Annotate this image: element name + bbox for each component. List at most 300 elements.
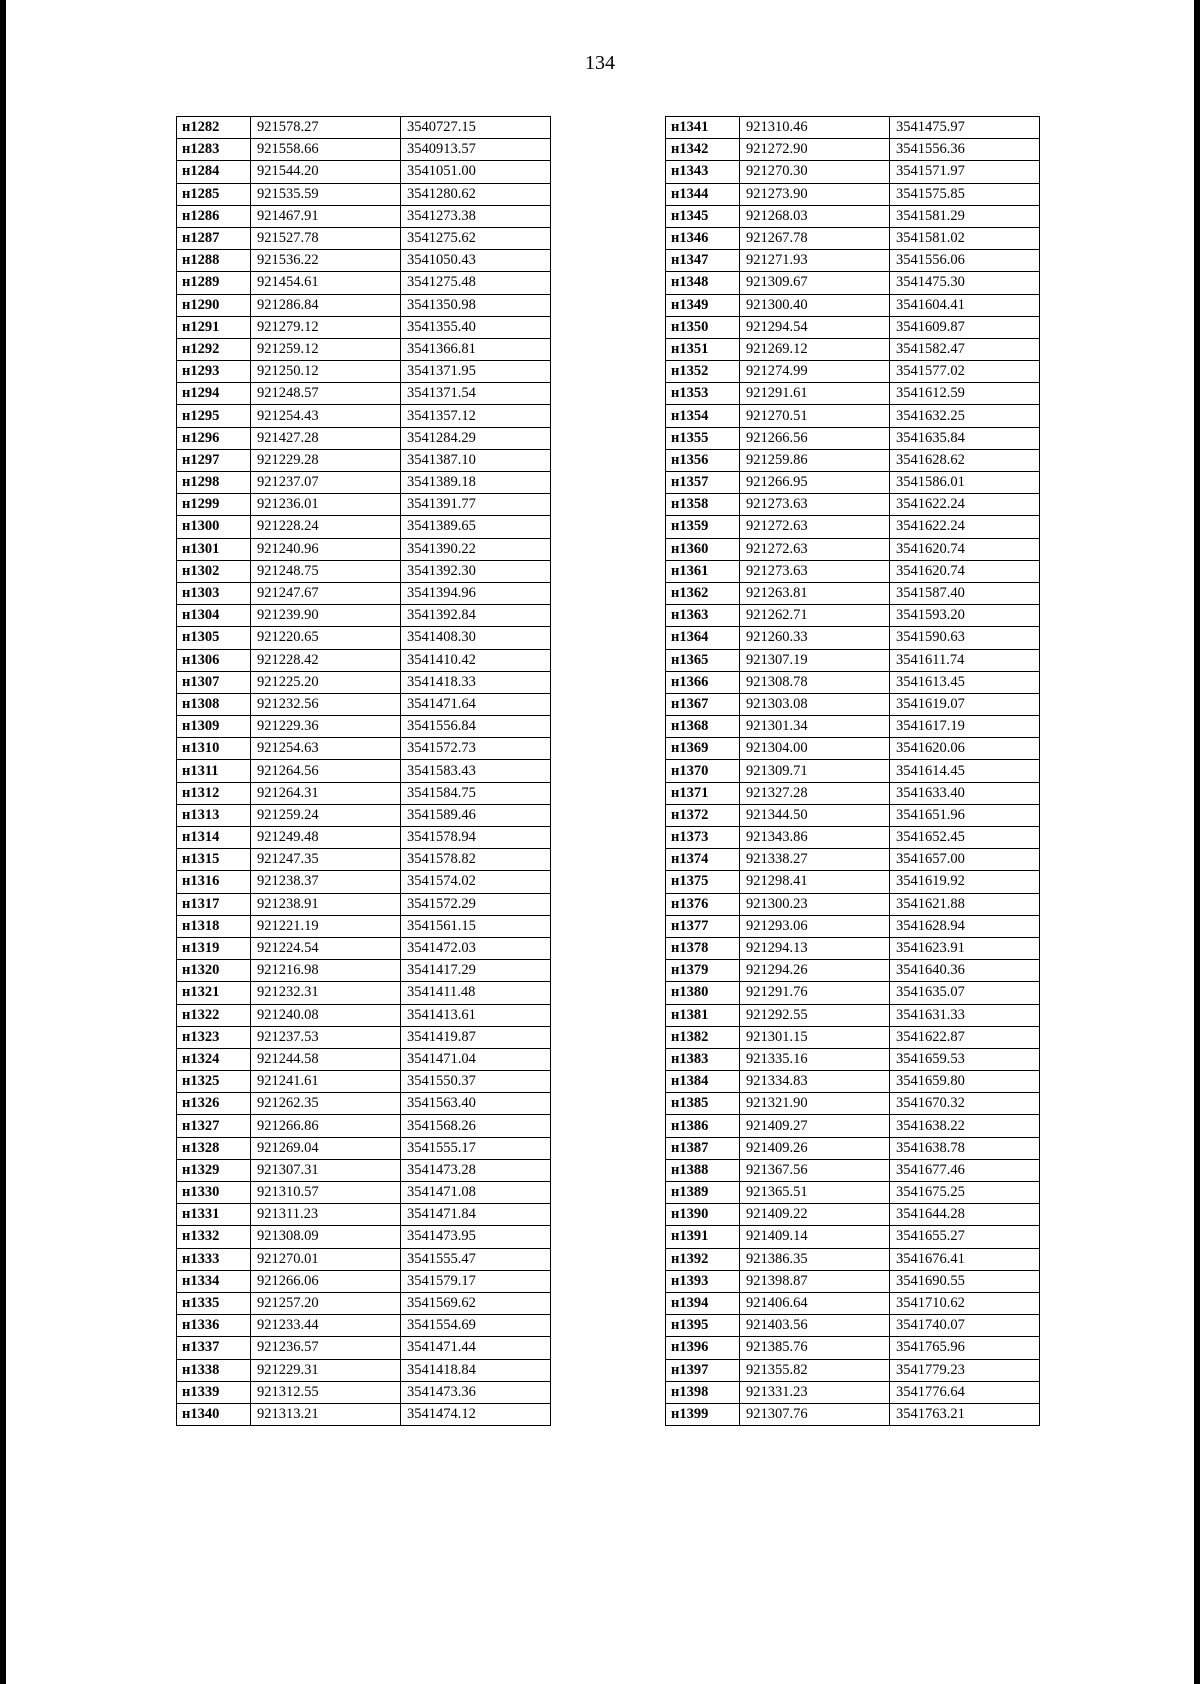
table-row xyxy=(177,627,551,649)
y-coordinate-cell: 3541763.21 xyxy=(890,1403,1040,1425)
y-coordinate-cell: 3541471.44 xyxy=(401,1337,551,1359)
point-id-cell: н1365 xyxy=(666,649,740,671)
table-row xyxy=(666,1137,1040,1159)
table-row xyxy=(177,1381,551,1403)
point-id-cell: н1342 xyxy=(666,139,740,161)
x-coordinate-cell: 921216.98 xyxy=(251,960,401,982)
point-id-cell: н1326 xyxy=(177,1093,251,1115)
point-id-cell: н1298 xyxy=(177,472,251,494)
x-coordinate-cell: 921578.27 xyxy=(251,117,401,139)
point-id-cell: н1332 xyxy=(177,1226,251,1248)
table-row xyxy=(666,427,1040,449)
x-coordinate-cell: 921240.96 xyxy=(251,538,401,560)
x-coordinate-cell: 921365.51 xyxy=(740,1182,890,1204)
table-row xyxy=(177,405,551,427)
x-coordinate-cell: 921257.20 xyxy=(251,1292,401,1314)
x-coordinate-cell: 921268.03 xyxy=(740,205,890,227)
table-row xyxy=(666,804,1040,826)
table-row xyxy=(666,294,1040,316)
x-coordinate-cell: 921262.71 xyxy=(740,605,890,627)
point-id-cell: н1358 xyxy=(666,494,740,516)
table-row xyxy=(666,1093,1040,1115)
table-row xyxy=(666,272,1040,294)
y-coordinate-cell: 3541556.84 xyxy=(401,716,551,738)
y-coordinate-cell: 3541623.91 xyxy=(890,937,1040,959)
x-coordinate-cell: 921310.57 xyxy=(251,1182,401,1204)
point-id-cell: н1355 xyxy=(666,427,740,449)
x-coordinate-cell: 921327.28 xyxy=(740,782,890,804)
table-row xyxy=(666,649,1040,671)
table-row xyxy=(177,760,551,782)
x-coordinate-cell: 921321.90 xyxy=(740,1093,890,1115)
x-coordinate-cell: 921264.56 xyxy=(251,760,401,782)
y-coordinate-cell: 3541611.74 xyxy=(890,649,1040,671)
x-coordinate-cell: 921307.19 xyxy=(740,649,890,671)
x-coordinate-cell: 921386.35 xyxy=(740,1248,890,1270)
x-coordinate-cell: 921300.23 xyxy=(740,893,890,915)
table-row xyxy=(177,1315,551,1337)
table-row xyxy=(177,582,551,604)
point-id-cell: н1374 xyxy=(666,849,740,871)
y-coordinate-cell: 3541572.29 xyxy=(401,893,551,915)
x-coordinate-cell: 921403.56 xyxy=(740,1315,890,1337)
x-coordinate-cell: 921263.81 xyxy=(740,582,890,604)
x-coordinate-cell: 921312.55 xyxy=(251,1381,401,1403)
x-coordinate-cell: 921409.27 xyxy=(740,1115,890,1137)
table-row xyxy=(177,472,551,494)
y-coordinate-cell: 3541633.40 xyxy=(890,782,1040,804)
x-coordinate-cell: 921398.87 xyxy=(740,1270,890,1292)
point-id-cell: н1377 xyxy=(666,915,740,937)
y-coordinate-cell: 3541471.64 xyxy=(401,693,551,715)
x-coordinate-cell: 921238.91 xyxy=(251,893,401,915)
point-id-cell: н1285 xyxy=(177,183,251,205)
table-row xyxy=(177,272,551,294)
x-coordinate-cell: 921239.90 xyxy=(251,605,401,627)
table-row xyxy=(177,1137,551,1159)
point-id-cell: н1357 xyxy=(666,472,740,494)
x-coordinate-cell: 921250.12 xyxy=(251,361,401,383)
y-coordinate-cell: 3541710.62 xyxy=(890,1292,1040,1314)
x-coordinate-cell: 921220.65 xyxy=(251,627,401,649)
y-coordinate-cell: 3541555.17 xyxy=(401,1137,551,1159)
point-id-cell: н1324 xyxy=(177,1048,251,1070)
x-coordinate-cell: 921274.99 xyxy=(740,361,890,383)
x-coordinate-cell: 921270.01 xyxy=(251,1248,401,1270)
x-coordinate-cell: 921254.63 xyxy=(251,738,401,760)
scan-border-left xyxy=(0,0,6,1684)
table-row xyxy=(666,383,1040,405)
y-coordinate-cell: 3541473.36 xyxy=(401,1381,551,1403)
point-id-cell: н1310 xyxy=(177,738,251,760)
x-coordinate-cell: 921307.76 xyxy=(740,1403,890,1425)
point-id-cell: н1337 xyxy=(177,1337,251,1359)
y-coordinate-cell: 3541371.54 xyxy=(401,383,551,405)
table-row xyxy=(177,649,551,671)
point-id-cell: н1338 xyxy=(177,1359,251,1381)
scan-border-right xyxy=(1194,0,1200,1684)
table-row xyxy=(177,560,551,582)
table-row xyxy=(666,982,1040,1004)
y-coordinate-cell: 3541628.94 xyxy=(890,915,1040,937)
table-row xyxy=(666,1292,1040,1314)
y-coordinate-cell: 3541582.47 xyxy=(890,338,1040,360)
point-id-cell: н1319 xyxy=(177,937,251,959)
y-coordinate-cell: 3541051.00 xyxy=(401,161,551,183)
y-coordinate-cell: 3541620.74 xyxy=(890,560,1040,582)
x-coordinate-cell: 921292.55 xyxy=(740,1004,890,1026)
y-coordinate-cell: 3541392.30 xyxy=(401,560,551,582)
point-id-cell: н1346 xyxy=(666,227,740,249)
x-coordinate-cell: 921259.86 xyxy=(740,449,890,471)
point-id-cell: н1348 xyxy=(666,272,740,294)
x-coordinate-cell: 921355.82 xyxy=(740,1359,890,1381)
table-row xyxy=(666,760,1040,782)
x-coordinate-cell: 921338.27 xyxy=(740,849,890,871)
point-id-cell: н1307 xyxy=(177,671,251,693)
point-id-cell: н1373 xyxy=(666,827,740,849)
y-coordinate-cell: 3541655.27 xyxy=(890,1226,1040,1248)
y-coordinate-cell: 3541632.25 xyxy=(890,405,1040,427)
point-id-cell: н1293 xyxy=(177,361,251,383)
x-coordinate-cell: 921273.63 xyxy=(740,494,890,516)
y-coordinate-cell: 3541473.95 xyxy=(401,1226,551,1248)
y-coordinate-cell: 3541644.28 xyxy=(890,1204,1040,1226)
point-id-cell: н1390 xyxy=(666,1204,740,1226)
y-coordinate-cell: 3541628.62 xyxy=(890,449,1040,471)
y-coordinate-cell: 3541622.87 xyxy=(890,1026,1040,1048)
x-coordinate-cell: 921291.76 xyxy=(740,982,890,1004)
point-id-cell: н1370 xyxy=(666,760,740,782)
table-row xyxy=(177,1248,551,1270)
point-id-cell: н1329 xyxy=(177,1159,251,1181)
x-coordinate-cell: 921298.41 xyxy=(740,871,890,893)
x-coordinate-cell: 921293.06 xyxy=(740,915,890,937)
y-coordinate-cell: 3541475.30 xyxy=(890,272,1040,294)
x-coordinate-cell: 921558.66 xyxy=(251,139,401,161)
table-row xyxy=(666,1026,1040,1048)
table-row xyxy=(666,1004,1040,1026)
table-row xyxy=(666,1337,1040,1359)
point-id-cell: н1364 xyxy=(666,627,740,649)
y-coordinate-cell: 3541394.96 xyxy=(401,582,551,604)
point-id-cell: н1372 xyxy=(666,804,740,826)
x-coordinate-cell: 921334.83 xyxy=(740,1071,890,1093)
point-id-cell: н1325 xyxy=(177,1071,251,1093)
point-id-cell: н1306 xyxy=(177,649,251,671)
point-id-cell: н1362 xyxy=(666,582,740,604)
point-id-cell: н1391 xyxy=(666,1226,740,1248)
y-coordinate-cell: 3541586.01 xyxy=(890,472,1040,494)
point-id-cell: н1333 xyxy=(177,1248,251,1270)
y-coordinate-cell: 3541387.10 xyxy=(401,449,551,471)
table-row xyxy=(666,139,1040,161)
point-id-cell: н1371 xyxy=(666,782,740,804)
x-coordinate-cell: 921527.78 xyxy=(251,227,401,249)
table-row xyxy=(666,915,1040,937)
table-row xyxy=(177,361,551,383)
point-id-cell: н1399 xyxy=(666,1403,740,1425)
x-coordinate-cell: 921273.90 xyxy=(740,183,890,205)
table-row xyxy=(666,1403,1040,1425)
table-row xyxy=(666,582,1040,604)
x-coordinate-cell: 921224.54 xyxy=(251,937,401,959)
point-id-cell: н1286 xyxy=(177,205,251,227)
x-coordinate-cell: 921335.16 xyxy=(740,1048,890,1070)
point-id-cell: н1313 xyxy=(177,804,251,826)
y-coordinate-cell: 3541366.81 xyxy=(401,338,551,360)
table-row xyxy=(177,139,551,161)
point-id-cell: н1289 xyxy=(177,272,251,294)
point-id-cell: н1312 xyxy=(177,782,251,804)
point-id-cell: н1315 xyxy=(177,849,251,871)
point-id-cell: н1352 xyxy=(666,361,740,383)
table-row xyxy=(177,338,551,360)
x-coordinate-cell: 921536.22 xyxy=(251,250,401,272)
point-id-cell: н1386 xyxy=(666,1115,740,1137)
x-coordinate-cell: 921311.23 xyxy=(251,1204,401,1226)
x-coordinate-cell: 921232.56 xyxy=(251,693,401,715)
y-coordinate-cell: 3541581.02 xyxy=(890,227,1040,249)
y-coordinate-cell: 3541389.18 xyxy=(401,472,551,494)
y-coordinate-cell: 3541408.30 xyxy=(401,627,551,649)
y-coordinate-cell: 3541574.02 xyxy=(401,871,551,893)
table-row xyxy=(177,1359,551,1381)
y-coordinate-cell: 3541651.96 xyxy=(890,804,1040,826)
x-coordinate-cell: 921273.63 xyxy=(740,560,890,582)
x-coordinate-cell: 921286.84 xyxy=(251,294,401,316)
point-id-cell: н1303 xyxy=(177,582,251,604)
table-row xyxy=(666,494,1040,516)
table-row xyxy=(666,183,1040,205)
point-id-cell: н1388 xyxy=(666,1159,740,1181)
table-row xyxy=(666,605,1040,627)
point-id-cell: н1296 xyxy=(177,427,251,449)
x-coordinate-cell: 921269.04 xyxy=(251,1137,401,1159)
point-id-cell: н1367 xyxy=(666,693,740,715)
x-coordinate-cell: 921269.12 xyxy=(740,338,890,360)
table-row xyxy=(177,1093,551,1115)
point-id-cell: н1384 xyxy=(666,1071,740,1093)
point-id-cell: н1301 xyxy=(177,538,251,560)
table-row xyxy=(177,516,551,538)
y-coordinate-cell: 3541590.63 xyxy=(890,627,1040,649)
table-row xyxy=(177,1337,551,1359)
point-id-cell: н1344 xyxy=(666,183,740,205)
y-coordinate-cell: 3541635.84 xyxy=(890,427,1040,449)
table-row xyxy=(177,227,551,249)
y-coordinate-cell: 3541675.25 xyxy=(890,1182,1040,1204)
y-coordinate-cell: 3541776.64 xyxy=(890,1381,1040,1403)
table-row xyxy=(177,1048,551,1070)
point-id-cell: н1351 xyxy=(666,338,740,360)
point-id-cell: н1347 xyxy=(666,250,740,272)
table-row xyxy=(177,738,551,760)
y-coordinate-cell: 3541690.55 xyxy=(890,1270,1040,1292)
y-coordinate-cell: 3541275.62 xyxy=(401,227,551,249)
x-coordinate-cell: 921266.86 xyxy=(251,1115,401,1137)
x-coordinate-cell: 921313.21 xyxy=(251,1403,401,1425)
y-coordinate-cell: 3541050.43 xyxy=(401,250,551,272)
x-coordinate-cell: 921270.30 xyxy=(740,161,890,183)
point-id-cell: н1300 xyxy=(177,516,251,538)
y-coordinate-cell: 3541584.75 xyxy=(401,782,551,804)
x-coordinate-cell: 921303.08 xyxy=(740,693,890,715)
table-row xyxy=(666,1381,1040,1403)
point-id-cell: н1317 xyxy=(177,893,251,915)
x-coordinate-cell: 921385.76 xyxy=(740,1337,890,1359)
y-coordinate-cell: 3541617.19 xyxy=(890,716,1040,738)
x-coordinate-cell: 921272.90 xyxy=(740,139,890,161)
table-row xyxy=(177,1071,551,1093)
x-coordinate-cell: 921248.75 xyxy=(251,560,401,582)
x-coordinate-cell: 921225.20 xyxy=(251,671,401,693)
y-coordinate-cell: 3541357.12 xyxy=(401,405,551,427)
table-row xyxy=(177,849,551,871)
x-coordinate-cell: 921237.07 xyxy=(251,472,401,494)
x-coordinate-cell: 921454.61 xyxy=(251,272,401,294)
point-id-cell: н1382 xyxy=(666,1026,740,1048)
y-coordinate-cell: 3541659.53 xyxy=(890,1048,1040,1070)
table-row xyxy=(666,960,1040,982)
point-id-cell: н1366 xyxy=(666,671,740,693)
x-coordinate-cell: 921301.34 xyxy=(740,716,890,738)
x-coordinate-cell: 921233.44 xyxy=(251,1315,401,1337)
point-id-cell: н1383 xyxy=(666,1048,740,1070)
y-coordinate-cell: 3541614.45 xyxy=(890,760,1040,782)
table-row xyxy=(177,671,551,693)
point-id-cell: н1385 xyxy=(666,1093,740,1115)
table-row xyxy=(666,1315,1040,1337)
point-id-cell: н1359 xyxy=(666,516,740,538)
x-coordinate-cell: 921271.93 xyxy=(740,250,890,272)
y-coordinate-cell: 3541555.47 xyxy=(401,1248,551,1270)
x-coordinate-cell: 921409.14 xyxy=(740,1226,890,1248)
point-id-cell: н1381 xyxy=(666,1004,740,1026)
point-id-cell: н1322 xyxy=(177,1004,251,1026)
point-id-cell: н1378 xyxy=(666,937,740,959)
x-coordinate-cell: 921229.28 xyxy=(251,449,401,471)
point-id-cell: н1394 xyxy=(666,1292,740,1314)
table-row xyxy=(666,627,1040,649)
point-id-cell: н1376 xyxy=(666,893,740,915)
coordinates-table-left xyxy=(176,116,551,1426)
point-id-cell: н1397 xyxy=(666,1359,740,1381)
table-row xyxy=(177,1204,551,1226)
point-id-cell: н1309 xyxy=(177,716,251,738)
table-row xyxy=(666,205,1040,227)
x-coordinate-cell: 921272.63 xyxy=(740,538,890,560)
point-id-cell: н1314 xyxy=(177,827,251,849)
y-coordinate-cell: 3541418.84 xyxy=(401,1359,551,1381)
point-id-cell: н1389 xyxy=(666,1182,740,1204)
point-id-cell: н1354 xyxy=(666,405,740,427)
table-row xyxy=(666,405,1040,427)
x-coordinate-cell: 921266.06 xyxy=(251,1270,401,1292)
x-coordinate-cell: 921244.58 xyxy=(251,1048,401,1070)
table-row xyxy=(177,183,551,205)
y-coordinate-cell: 3541568.26 xyxy=(401,1115,551,1137)
point-id-cell: н1287 xyxy=(177,227,251,249)
point-id-cell: н1327 xyxy=(177,1115,251,1137)
table-row xyxy=(666,849,1040,871)
x-coordinate-cell: 921294.54 xyxy=(740,316,890,338)
x-coordinate-cell: 921309.67 xyxy=(740,272,890,294)
table-row xyxy=(177,827,551,849)
point-id-cell: н1396 xyxy=(666,1337,740,1359)
table-row xyxy=(666,671,1040,693)
y-coordinate-cell: 3541670.32 xyxy=(890,1093,1040,1115)
x-coordinate-cell: 921427.28 xyxy=(251,427,401,449)
table-row xyxy=(177,804,551,826)
point-id-cell: н1288 xyxy=(177,250,251,272)
table-row xyxy=(666,316,1040,338)
x-coordinate-cell: 921344.50 xyxy=(740,804,890,826)
y-coordinate-cell: 3541677.46 xyxy=(890,1159,1040,1181)
table-row xyxy=(666,250,1040,272)
x-coordinate-cell: 921248.57 xyxy=(251,383,401,405)
y-coordinate-cell: 3541581.29 xyxy=(890,205,1040,227)
x-coordinate-cell: 921232.31 xyxy=(251,982,401,1004)
table-row xyxy=(177,1403,551,1425)
table-row xyxy=(177,982,551,1004)
y-coordinate-cell: 3541676.41 xyxy=(890,1248,1040,1270)
point-id-cell: н1302 xyxy=(177,560,251,582)
y-coordinate-cell: 3541612.59 xyxy=(890,383,1040,405)
y-coordinate-cell: 3541410.42 xyxy=(401,649,551,671)
point-id-cell: н1360 xyxy=(666,538,740,560)
y-coordinate-cell: 3541389.65 xyxy=(401,516,551,538)
x-coordinate-cell: 921266.95 xyxy=(740,472,890,494)
table-row xyxy=(177,1270,551,1292)
x-coordinate-cell: 921307.31 xyxy=(251,1159,401,1181)
x-coordinate-cell: 921264.31 xyxy=(251,782,401,804)
y-coordinate-cell: 3541579.17 xyxy=(401,1270,551,1292)
x-coordinate-cell: 921308.78 xyxy=(740,671,890,693)
table-row xyxy=(666,937,1040,959)
table-row xyxy=(177,1182,551,1204)
y-coordinate-cell: 3540913.57 xyxy=(401,139,551,161)
x-coordinate-cell: 921304.00 xyxy=(740,738,890,760)
table-row xyxy=(666,738,1040,760)
point-id-cell: н1318 xyxy=(177,915,251,937)
y-coordinate-cell: 3541577.02 xyxy=(890,361,1040,383)
y-coordinate-cell: 3541392.84 xyxy=(401,605,551,627)
y-coordinate-cell: 3541471.08 xyxy=(401,1182,551,1204)
y-coordinate-cell: 3541561.15 xyxy=(401,915,551,937)
table-row xyxy=(177,205,551,227)
y-coordinate-cell: 3541622.24 xyxy=(890,516,1040,538)
table-row xyxy=(666,1182,1040,1204)
y-coordinate-cell: 3541613.45 xyxy=(890,671,1040,693)
point-id-cell: н1295 xyxy=(177,405,251,427)
table-row xyxy=(177,427,551,449)
table-row xyxy=(177,494,551,516)
y-coordinate-cell: 3541593.20 xyxy=(890,605,1040,627)
y-coordinate-cell: 3541554.69 xyxy=(401,1315,551,1337)
table-row xyxy=(177,716,551,738)
y-coordinate-cell: 3541631.33 xyxy=(890,1004,1040,1026)
y-coordinate-cell: 3541390.22 xyxy=(401,538,551,560)
y-coordinate-cell: 3541418.33 xyxy=(401,671,551,693)
point-id-cell: н1341 xyxy=(666,117,740,139)
y-coordinate-cell: 3541475.97 xyxy=(890,117,1040,139)
table-row xyxy=(666,1204,1040,1226)
table-row xyxy=(666,449,1040,471)
y-coordinate-cell: 3541657.00 xyxy=(890,849,1040,871)
point-id-cell: н1323 xyxy=(177,1026,251,1048)
coordinates-table-right xyxy=(665,116,1040,1426)
